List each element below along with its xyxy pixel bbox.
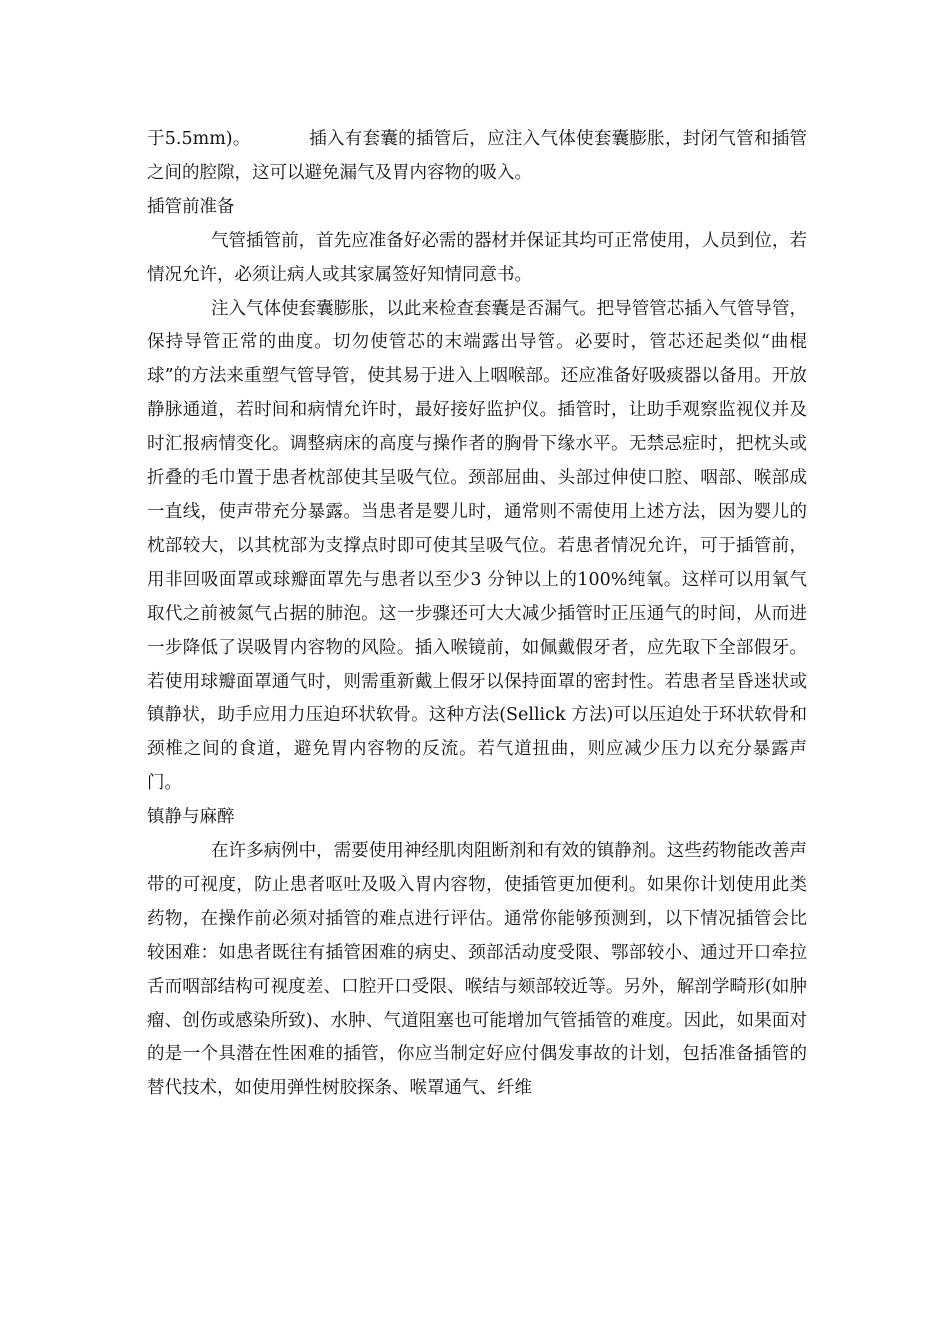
section-heading-sedation: 镇静与麻醉: [147, 807, 235, 828]
paragraph-preparation-steps: 注入气体使套囊膨胀，以此来检查套囊是否漏气。把导管管芯插入气管导管，保持导管正常的曲度。切勿使管芯的末端露出导管。必要时，管芯还起类似“曲棍球”的方法来重塑气管导管，使其易于进入上咽喉部。还应准备好吸痰器以备用。开放静脉通道，若时间和病情允许时，最好接好监护仪。插管时，让助手观察监视仪并及时汇报病情变化。调整病床的高度与操作者的胸骨下缘水平。无禁忌症时，把枕头或折叠的毛巾置于患者枕部使其呈吸气位。颈部屈曲、头部过伸使口腔、咽部、喉部成一直线，使声带充分暴露。当患者是婴儿时，通常则不需使用上述方法，因为婴儿的枕部较大，以其枕部为支撑点时即可使其呈吸气位。若患者情况允许，可于插管前，用非回吸面罩或球瓣面罩先与患者以至少3 分钟以上的100%纯氧。这样可以用氧气取代之前被氮气占据的肺泡。这一步骤还可大大减少插管时正压通气的时间，从而进一步降低了误吸胃内容物的风险。插入喉镜前，如佩戴假牙者，应先取下全部假牙。若使用球瓣面罩通气时，则需重新戴上假牙以保持面罩的密封性。若患者呈昏迷状或镇静状，助手应用力压迫环状软骨。这种方法(Sellick 方法)可以压迫处于环状软骨和颈椎之间的食道，避免胃内容物的反流。若气道扭曲，则应减少压力以充分暴露声门。: [147, 298, 807, 794]
paragraph-continuation: 于5.5mm)。 插入有套囊的插管后，应注入气体使套囊膨胀，封闭气管和插管之间的腔隙，这可以避免漏气及胃内容物的吸入。: [147, 129, 807, 183]
document-body: [147, 123, 807, 1106]
paragraph-sedation: 在许多病例中，需要使用神经肌肉阻断剂和有效的镇静剂。这些药物能改善声带的可视度，防止患者呕吐及吸入胃内容物，使插管更加便利。如果你计划使用此类药物，在操作前必须对插管的难点进行评估。通常你能够预测到，以下情况插管会比较困难：如患者既往有插管困难的病史、颈部活动度受限、鄂部较小、通过开口牵拉舌而咽部结构可视度差、口腔开口受限、喉结与颏部较近等。另外，解剖学畸形(如肿瘤、创伤或感染所致)、水肿、气道阻塞也可能增加气管插管的难度。因此，如果面对的是一个具潜在性困难的插管，你应当制定好应付偶发事故的计划，包括准备插管的替代技术，如使用弹性树胶探条、喉罩通气、纤维: [147, 841, 807, 1099]
paragraph-preparation-intro: 气管插管前，首先应准备好必需的器材并保证其均可正常使用，人员到位，若情况允许，必须让病人或其家属签好知情同意书。: [147, 230, 807, 285]
section-heading-preparation: 插管前准备: [147, 196, 235, 217]
